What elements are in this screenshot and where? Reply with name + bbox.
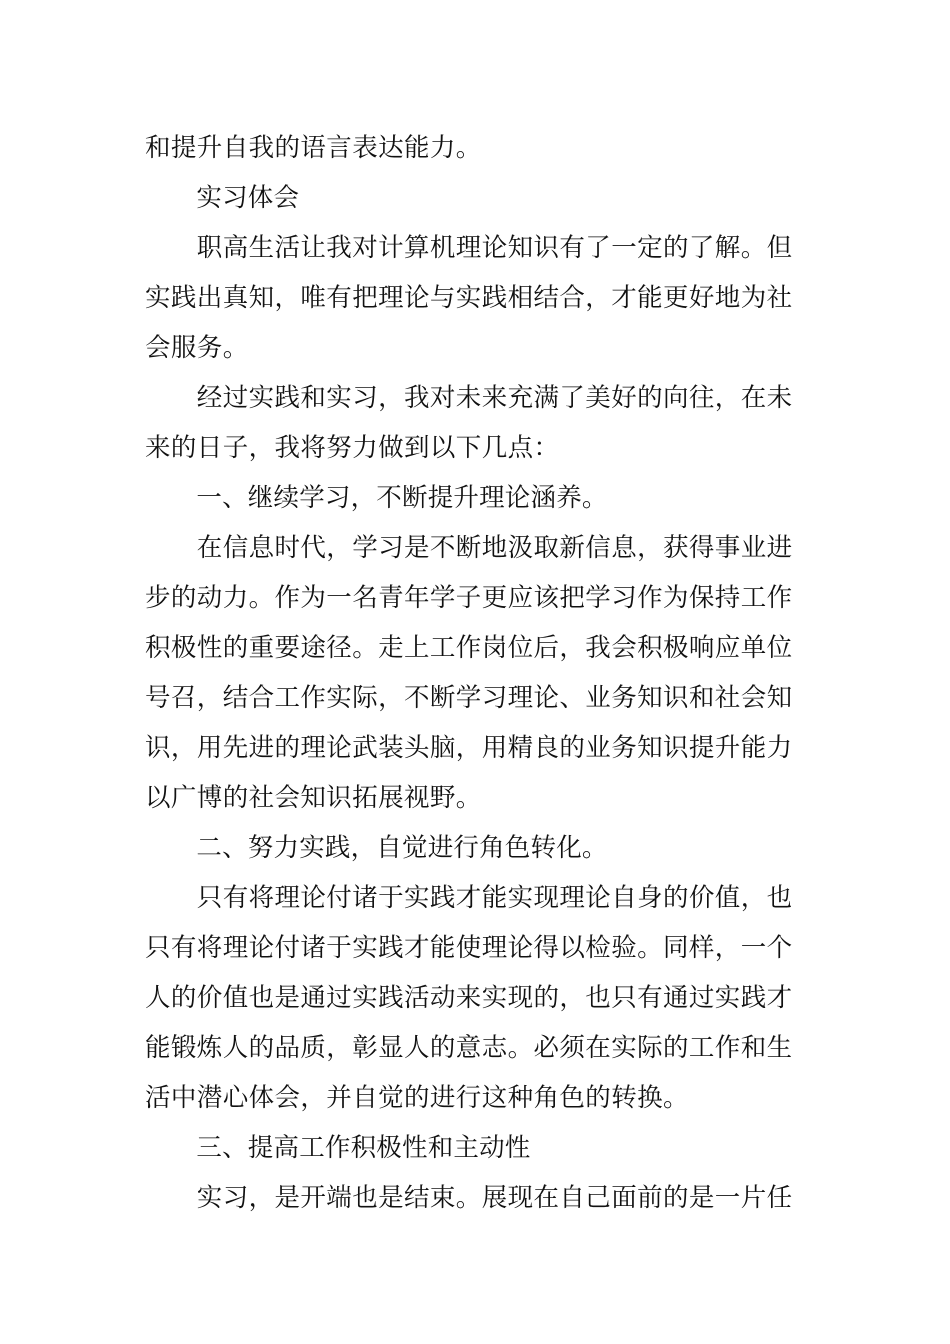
text-line: 会服务。 bbox=[145, 333, 249, 363]
text-line: 只有将理论付诸于实践才能实现理论自身的价值，也 bbox=[145, 883, 793, 913]
text-line: 号召，结合工作实际，不断学习理论、业务知识和社会知 bbox=[145, 683, 793, 713]
point-heading-1: 一、继续学习，不断提升理论涵养。 bbox=[145, 483, 608, 513]
point-heading-3: 三、提高工作积极性和主动性 bbox=[145, 1133, 531, 1163]
text-line: 在信息时代，学习是不断地汲取新信息，获得事业进 bbox=[145, 533, 793, 563]
text-line: 职高生活让我对计算机理论知识有了一定的了解。但 bbox=[145, 233, 793, 263]
text-line: 和提升自我的语言表达能力。 bbox=[145, 133, 482, 163]
text-line: 人的价值也是通过实践活动来实现的，也只有通过实践才 bbox=[145, 983, 793, 1013]
text-line: 经过实践和实习，我对未来充满了美好的向往，在未 bbox=[145, 383, 793, 413]
section-heading-internship-reflection: 实习体会 bbox=[145, 183, 300, 213]
text-line: 来的日子，我将努力做到以下几点： bbox=[145, 433, 560, 463]
text-line: 识，用先进的理论武装头脑，用精良的业务知识提升能力 bbox=[145, 733, 793, 763]
text-line: 活中潜心体会，并自觉的进行这种角色的转换。 bbox=[145, 1083, 689, 1113]
text-line: 实习，是开端也是结束。展现在自己面前的是一片任 bbox=[145, 1183, 793, 1213]
point-heading-2: 二、努力实践，自觉进行角色转化。 bbox=[145, 833, 608, 863]
text-line: 以广博的社会知识拓展视野。 bbox=[145, 783, 482, 813]
text-line: 能锻炼人的品质，彰显人的意志。必须在实际的工作和生 bbox=[145, 1033, 793, 1063]
text-line: 积极性的重要途径。走上工作岗位后，我会积极响应单位 bbox=[145, 633, 793, 663]
text-line: 步的动力。作为一名青年学子更应该把学习作为保持工作 bbox=[145, 583, 793, 613]
text-line: 实践出真知，唯有把理论与实践相结合，才能更好地为社 bbox=[145, 283, 793, 313]
text-line: 只有将理论付诸于实践才能使理论得以检验。同样，一个 bbox=[145, 933, 793, 963]
